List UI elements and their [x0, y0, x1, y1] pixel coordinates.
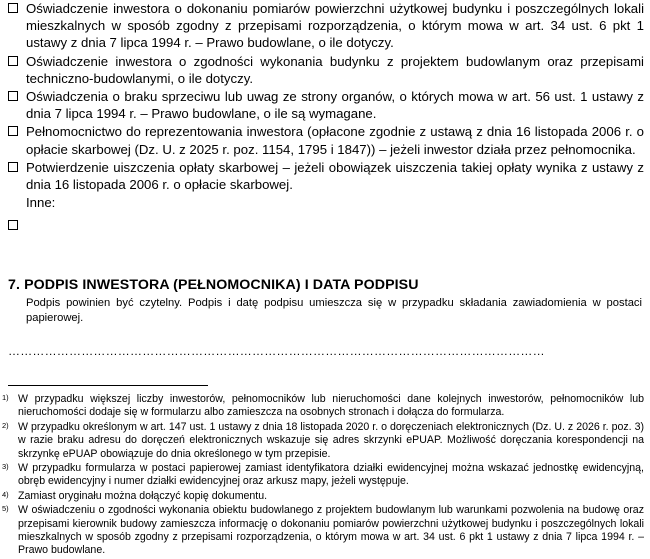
checklist-item-label: Pełnomocnictwo do reprezentowania inwestora (opłacone zgodnie z ustawą z dnia 16 listopada 2006 r. o opłacie skarbowej (Dz. U. z 2025 r. poz. 1154, 1795 i 1847)) – jeżeli inwestor działa przez pełnomocnika. — [26, 124, 644, 157]
checkbox-measurements-statement[interactable] — [8, 3, 18, 13]
other-attachments-label: Inne: — [26, 195, 56, 211]
checkbox-compliance-statement[interactable] — [8, 56, 18, 66]
attachments-checklist — [8, 0, 644, 237]
footnote — [0, 421, 644, 461]
checklist-item-label: Oświadczenia o braku sprzeciwu lub uwag ze strony organów, o których mowa w art. 56 ust. 1 ustawy z dnia 7 lipca 1994 r. – Prawo budowlane, o ile są wymagane. — [26, 89, 644, 122]
footnote-number: 3) — [2, 462, 9, 472]
footnote-text: W przypadku określonym w art. 147 ust. 1 ustawy z dnia 18 listopada 2020 r. o doręczeniach elektronicznych (Dz. U. z 2026 r. poz. 3) w razie braku adresu do doręczeń elektronicznych wskazuje się adres skrzynki ePUAP. Możliwość doręczania korespondencji na skrzynkę ePUAP obowiązuje do dnia określonego w tym przepisie. — [18, 420, 644, 460]
checklist-item — [8, 0, 644, 52]
footnote — [0, 393, 644, 420]
footnote — [0, 504, 644, 558]
checklist-item-other — [8, 217, 644, 237]
footnote-number: 5) — [2, 504, 9, 514]
checkbox-no-objection-statement[interactable] — [8, 91, 18, 101]
checklist-item-label: Oświadczenie inwestora o dokonaniu pomiarów powierzchni użytkowej budynku i poszczególnych lokali mieszkalnych w sposób zgodny z przepisami rozporządzenia, o którym mowa w art. 34 ust. 6 pkt 1 ustawy z dnia 7 lipca 1994 r. – Prawo budowlane, o ile dotyczy. — [26, 1, 644, 51]
checklist-item-label: Potwierdzenie uiszczenia opłaty skarbowej – jeżeli obowiązek uiszczenia takiej opłaty wynika z ustawy z dnia 16 listopada 2006 r. o opłacie skarbowej. — [26, 159, 644, 193]
checkbox-power-of-attorney[interactable] — [8, 126, 18, 136]
footnote-text: W oświadczeniu o zgodności wykonania obiektu budowlanego z projektem budowlanym lub warunkami pozwolenia na budowę oraz przepisami kierownik budowy zamieszcza informację o dokonaniu pomiarów powierzchni użytkowej budynku i poszczególnych lokali mieszkalnych w sposób zgodny z przepisami rozporządzenia, o którym mowa w art. 34 ust. 6 pkt 1 ustawy z dnia 7 lipca 1994 r. – Prawo budowlane. — [18, 504, 644, 557]
footnote — [0, 490, 644, 503]
signature-note: Podpis powinien być czytelny. Podpis i datę podpisu umieszcza się w przypadku składania zawiadomienia w postaci papierowej. — [26, 297, 642, 324]
signature-line[interactable]: …………………………………………………………………………………………………………………… — [8, 344, 545, 358]
checkbox-other[interactable] — [8, 220, 18, 230]
checklist-item — [8, 123, 644, 157]
checklist-item — [8, 53, 644, 87]
footnote-text: W przypadku większej liczby inwestorów, pełnomocników lub nieruchomości dane kolejnych inwestorów, pełnomocników lub nieruchomości dodaje się w formularzu albo zamieszcza na osobnych stronach i dołącza do formularza. — [18, 393, 644, 419]
footnote-text: Zamiast oryginału można dołączyć kopię dokumentu. — [18, 489, 268, 502]
footnote-divider — [8, 385, 208, 386]
footnote-number: 4) — [2, 489, 9, 499]
section-7-title: 7. PODPIS INWESTORA (PEŁNOMOCNIKA) I DATA PODPISU — [8, 277, 419, 293]
footnote-number: 2) — [2, 420, 9, 430]
footnote-text: W przypadku formularza w postaci papierowej zamiast identyfikatora działki ewidencyjnej można wskazać jednostkę ewidencyjną, obręb ewidencyjny i numer działki ewidencyjnej oraz arkusz mapy, jeżeli występuje. — [18, 462, 644, 488]
footnotes — [0, 393, 644, 559]
checklist-item — [8, 159, 644, 193]
checklist-item-label: Oświadczenie inwestora o zgodności wykonania budynku z projektem budowlanym oraz przepisami techniczno-budowlanymi, o ile dotyczy. — [26, 53, 644, 86]
checkbox-stamp-duty-confirmation[interactable] — [8, 162, 18, 172]
footnote — [0, 462, 644, 489]
footnote-number: 1) — [2, 393, 9, 402]
checklist-item — [8, 88, 644, 122]
